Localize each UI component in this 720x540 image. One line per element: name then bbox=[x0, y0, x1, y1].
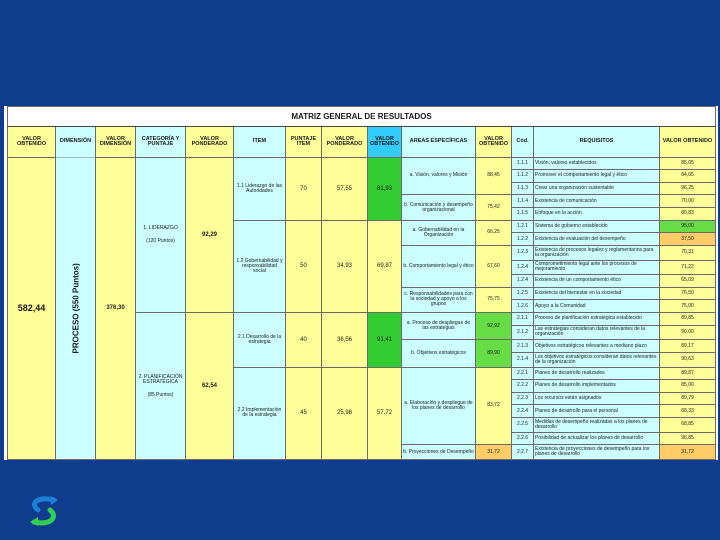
header-categoria: CATEGORÍA Y PUNTAJE bbox=[136, 126, 186, 157]
header-valor-obtenido-2: VALOR OBTENIDO bbox=[368, 126, 402, 157]
category-planificacion bbox=[136, 313, 186, 460]
area-name: a. Elaboración y despliegue de los planes de desarrollo bbox=[402, 367, 476, 445]
req-cod: 2.1.4 bbox=[512, 352, 534, 367]
item-name: 1.2 Gobernabilidad y responsabilidad social bbox=[234, 220, 286, 312]
req-text: Existencia de evaluación del desempeño bbox=[534, 233, 660, 246]
req-value: 31,72 bbox=[660, 445, 716, 460]
item-name: 2.2 Implementación de la estrategia bbox=[234, 367, 286, 459]
req-cod: 1.1.3 bbox=[512, 182, 534, 195]
req-text: Existencia de procesos legales y reglamentarios para la organización bbox=[534, 245, 660, 260]
req-text: Planes de desarrollo realizados bbox=[534, 367, 660, 380]
req-text: Planes de desarrollo para el personal bbox=[534, 405, 660, 418]
area-value: 89,90 bbox=[476, 340, 512, 367]
item-obtenido: 81,93 bbox=[368, 157, 402, 220]
req-text: Los recursos están asignados bbox=[534, 392, 660, 405]
req-text: Medidas de desempeño realizadas a los planes de desarrollo bbox=[534, 418, 660, 433]
req-value: 80,83 bbox=[660, 208, 716, 221]
header-puntaje-item: PUNTAJE ITEM bbox=[286, 126, 322, 157]
req-text: Existencia de comunicación bbox=[534, 195, 660, 208]
item-puntaje: 45 bbox=[286, 367, 322, 459]
req-cod: 1.1.1 bbox=[512, 157, 534, 170]
category-name: 2. PLANIFICACIÓN ESTRATÉGICA bbox=[138, 373, 183, 385]
req-cod: 2.1.2 bbox=[512, 325, 534, 340]
area-name: b. Proyecciones de Desempeño bbox=[402, 445, 476, 460]
item-ponderado: 34,93 bbox=[322, 220, 368, 312]
header-valor-ponderado-2: VALOR PONDERADO bbox=[322, 126, 368, 157]
item-puntaje: 40 bbox=[286, 313, 322, 368]
results-sheet bbox=[4, 106, 718, 460]
req-text: Planes de desarrollo implementados bbox=[534, 380, 660, 393]
req-cod: 1.2.4 bbox=[512, 260, 534, 275]
req-text: Enfoque en la acción bbox=[534, 208, 660, 221]
item-obtenido: 57,72 bbox=[368, 367, 402, 459]
req-text: Las estrategias consideran datos relevantes de la organización bbox=[534, 325, 660, 340]
header-valor-dimension: VALOR DIMENSIÓN bbox=[96, 126, 136, 157]
req-cod: 2.2.5 bbox=[512, 418, 534, 433]
category-value: 92,29 bbox=[186, 157, 234, 313]
item-name: 1.1 Liderazgo de las Autoridades bbox=[234, 157, 286, 220]
dimension-label: PROCESO (550 Puntos) bbox=[56, 157, 96, 459]
area-name: b. Objetivos estratégicos bbox=[402, 340, 476, 367]
req-value: 70,31 bbox=[660, 245, 716, 260]
req-cod: 2.2.6 bbox=[512, 432, 534, 445]
area-name: a. Gobernabilidad en la Organización bbox=[402, 220, 476, 245]
item-puntaje: 70 bbox=[286, 157, 322, 220]
req-text: Crear una organización sustentable bbox=[534, 182, 660, 195]
req-cod: 2.2.7 bbox=[512, 445, 534, 460]
area-name: a. Proceso de despliegue de las estrategias bbox=[402, 313, 476, 340]
req-value: 70,00 bbox=[660, 195, 716, 208]
req-value: 85,00 bbox=[660, 380, 716, 393]
req-cod: 2.2.3 bbox=[512, 392, 534, 405]
req-text: Visión, valores establecidos bbox=[534, 157, 660, 170]
item-puntaje: 50 bbox=[286, 220, 322, 312]
item-ponderado: 57,55 bbox=[322, 157, 368, 220]
req-value: 89,17 bbox=[660, 340, 716, 353]
return-arrow-graphic bbox=[24, 494, 64, 528]
req-value: 89,85 bbox=[660, 313, 716, 326]
req-text: Existencia del bienestar en la sociedad bbox=[534, 287, 660, 300]
req-value: 68,85 bbox=[660, 418, 716, 433]
header-valor-obtenido-4: VALOR OBTENIDO bbox=[660, 126, 716, 157]
category-value: 62,54 bbox=[186, 313, 234, 460]
total-value: 582,44 bbox=[8, 157, 56, 459]
category-points: (85 Puntos) bbox=[147, 391, 174, 398]
req-cod: 1.2.2 bbox=[512, 233, 534, 246]
results-matrix bbox=[7, 106, 716, 460]
req-value: 96,25 bbox=[660, 182, 716, 195]
req-text: Apoyo a la Comunidad bbox=[534, 300, 660, 313]
req-value: 85,05 bbox=[660, 157, 716, 170]
req-value: 65,09 bbox=[660, 275, 716, 288]
dimension-value: 376,30 bbox=[96, 157, 136, 459]
header-valor-obtenido-3: VALOR OBTENIDO bbox=[476, 126, 512, 157]
item-obtenido: 91,41 bbox=[368, 313, 402, 368]
req-value: 89,79 bbox=[660, 392, 716, 405]
category-liderazgo bbox=[136, 157, 186, 313]
req-value: 75,00 bbox=[660, 300, 716, 313]
req-cod: 1.2.6 bbox=[512, 300, 534, 313]
req-text: Existencia de un comportamiento ético bbox=[534, 275, 660, 288]
req-value: 96,85 bbox=[660, 432, 716, 445]
req-value: 68,33 bbox=[660, 405, 716, 418]
area-value: 67,60 bbox=[476, 245, 512, 287]
item-name: 2.1 Desarrollo de la estrategia bbox=[234, 313, 286, 368]
req-cod: 1.1.4 bbox=[512, 195, 534, 208]
area-value: 88,45 bbox=[476, 157, 512, 195]
header-areas: AREAS ESPECÍFICAS bbox=[402, 126, 476, 157]
header-dimension: DIMENSIÓN bbox=[56, 126, 96, 157]
req-cod: 1.1.5 bbox=[512, 208, 534, 221]
req-text: Los objetivos estratégicos consideran datos relevantes de la organización bbox=[534, 352, 660, 367]
req-cod: 1.2.3 bbox=[512, 245, 534, 260]
req-value: 89,87 bbox=[660, 367, 716, 380]
req-cod: 2.1.3 bbox=[512, 340, 534, 353]
matrix-title: MATRIZ GENERAL DE RESULTADOS bbox=[8, 107, 716, 127]
area-value: 66,25 bbox=[476, 220, 512, 245]
header-item: ITEM bbox=[234, 126, 286, 157]
req-text: Comprometimiento legal ante los procesos de mejoramiento bbox=[534, 260, 660, 275]
req-cod: 1.2.5 bbox=[512, 287, 534, 300]
req-text: Posibilidad de actualizar los planes de desarrollo bbox=[534, 432, 660, 445]
area-value: 31,72 bbox=[476, 445, 512, 460]
req-value: 71,22 bbox=[660, 260, 716, 275]
header-valor-ponderado: VALOR PONDERADO bbox=[186, 126, 234, 157]
req-cod: 2.2.1 bbox=[512, 367, 534, 380]
req-text: Promover el comportamiento legal y ético bbox=[534, 170, 660, 183]
header-cod: Cód. bbox=[512, 126, 534, 157]
area-name: c. Responsabilidades para con la sociedad y apoyo a los grupos bbox=[402, 287, 476, 312]
area-name: b. Comportamiento legal y ético bbox=[402, 245, 476, 287]
area-value: 92,92 bbox=[476, 313, 512, 340]
item-obtenido: 69,87 bbox=[368, 220, 402, 312]
req-value: 84,05 bbox=[660, 170, 716, 183]
category-name: 1. LIDERAZGO bbox=[143, 224, 178, 231]
area-name: b. Comunicación y desempeño organizacional bbox=[402, 195, 476, 220]
req-text: Proceso de planificación estratégica establecido bbox=[534, 313, 660, 326]
header-valor-obtenido: VALOR OBTENIDO bbox=[8, 126, 56, 157]
header-requisitos: REQUISITOS bbox=[534, 126, 660, 157]
req-cod: 2.2.4 bbox=[512, 405, 534, 418]
req-value: 90,00 bbox=[660, 325, 716, 340]
req-value: 37,50 bbox=[660, 233, 716, 246]
req-text: Sistema de gobierno establecido bbox=[534, 220, 660, 233]
req-cod: 1.2.4 bbox=[512, 275, 534, 288]
item-ponderado: 36,56 bbox=[322, 313, 368, 368]
req-text: Existencia de proyecciones de desempeño para los planes de desarrollo bbox=[534, 445, 660, 460]
req-value: 90,63 bbox=[660, 352, 716, 367]
req-value: 76,50 bbox=[660, 287, 716, 300]
category-points: (120 Puntos) bbox=[146, 237, 175, 244]
area-value: 75,42 bbox=[476, 195, 512, 220]
area-value: 83,72 bbox=[476, 367, 512, 445]
req-cod: 2.1.1 bbox=[512, 313, 534, 326]
return-arrow-icon[interactable] bbox=[24, 494, 64, 528]
req-value: 95,00 bbox=[660, 220, 716, 233]
req-cod: 1.2.1 bbox=[512, 220, 534, 233]
req-cod: 2.2.2 bbox=[512, 380, 534, 393]
req-text: Objetivos estratégicos relevantes a mediano plazo bbox=[534, 340, 660, 353]
item-ponderado: 25,98 bbox=[322, 367, 368, 459]
req-cod: 1.1.2 bbox=[512, 170, 534, 183]
area-value: 75,75 bbox=[476, 287, 512, 312]
area-name: a. Visión, valores y Misión bbox=[402, 157, 476, 195]
